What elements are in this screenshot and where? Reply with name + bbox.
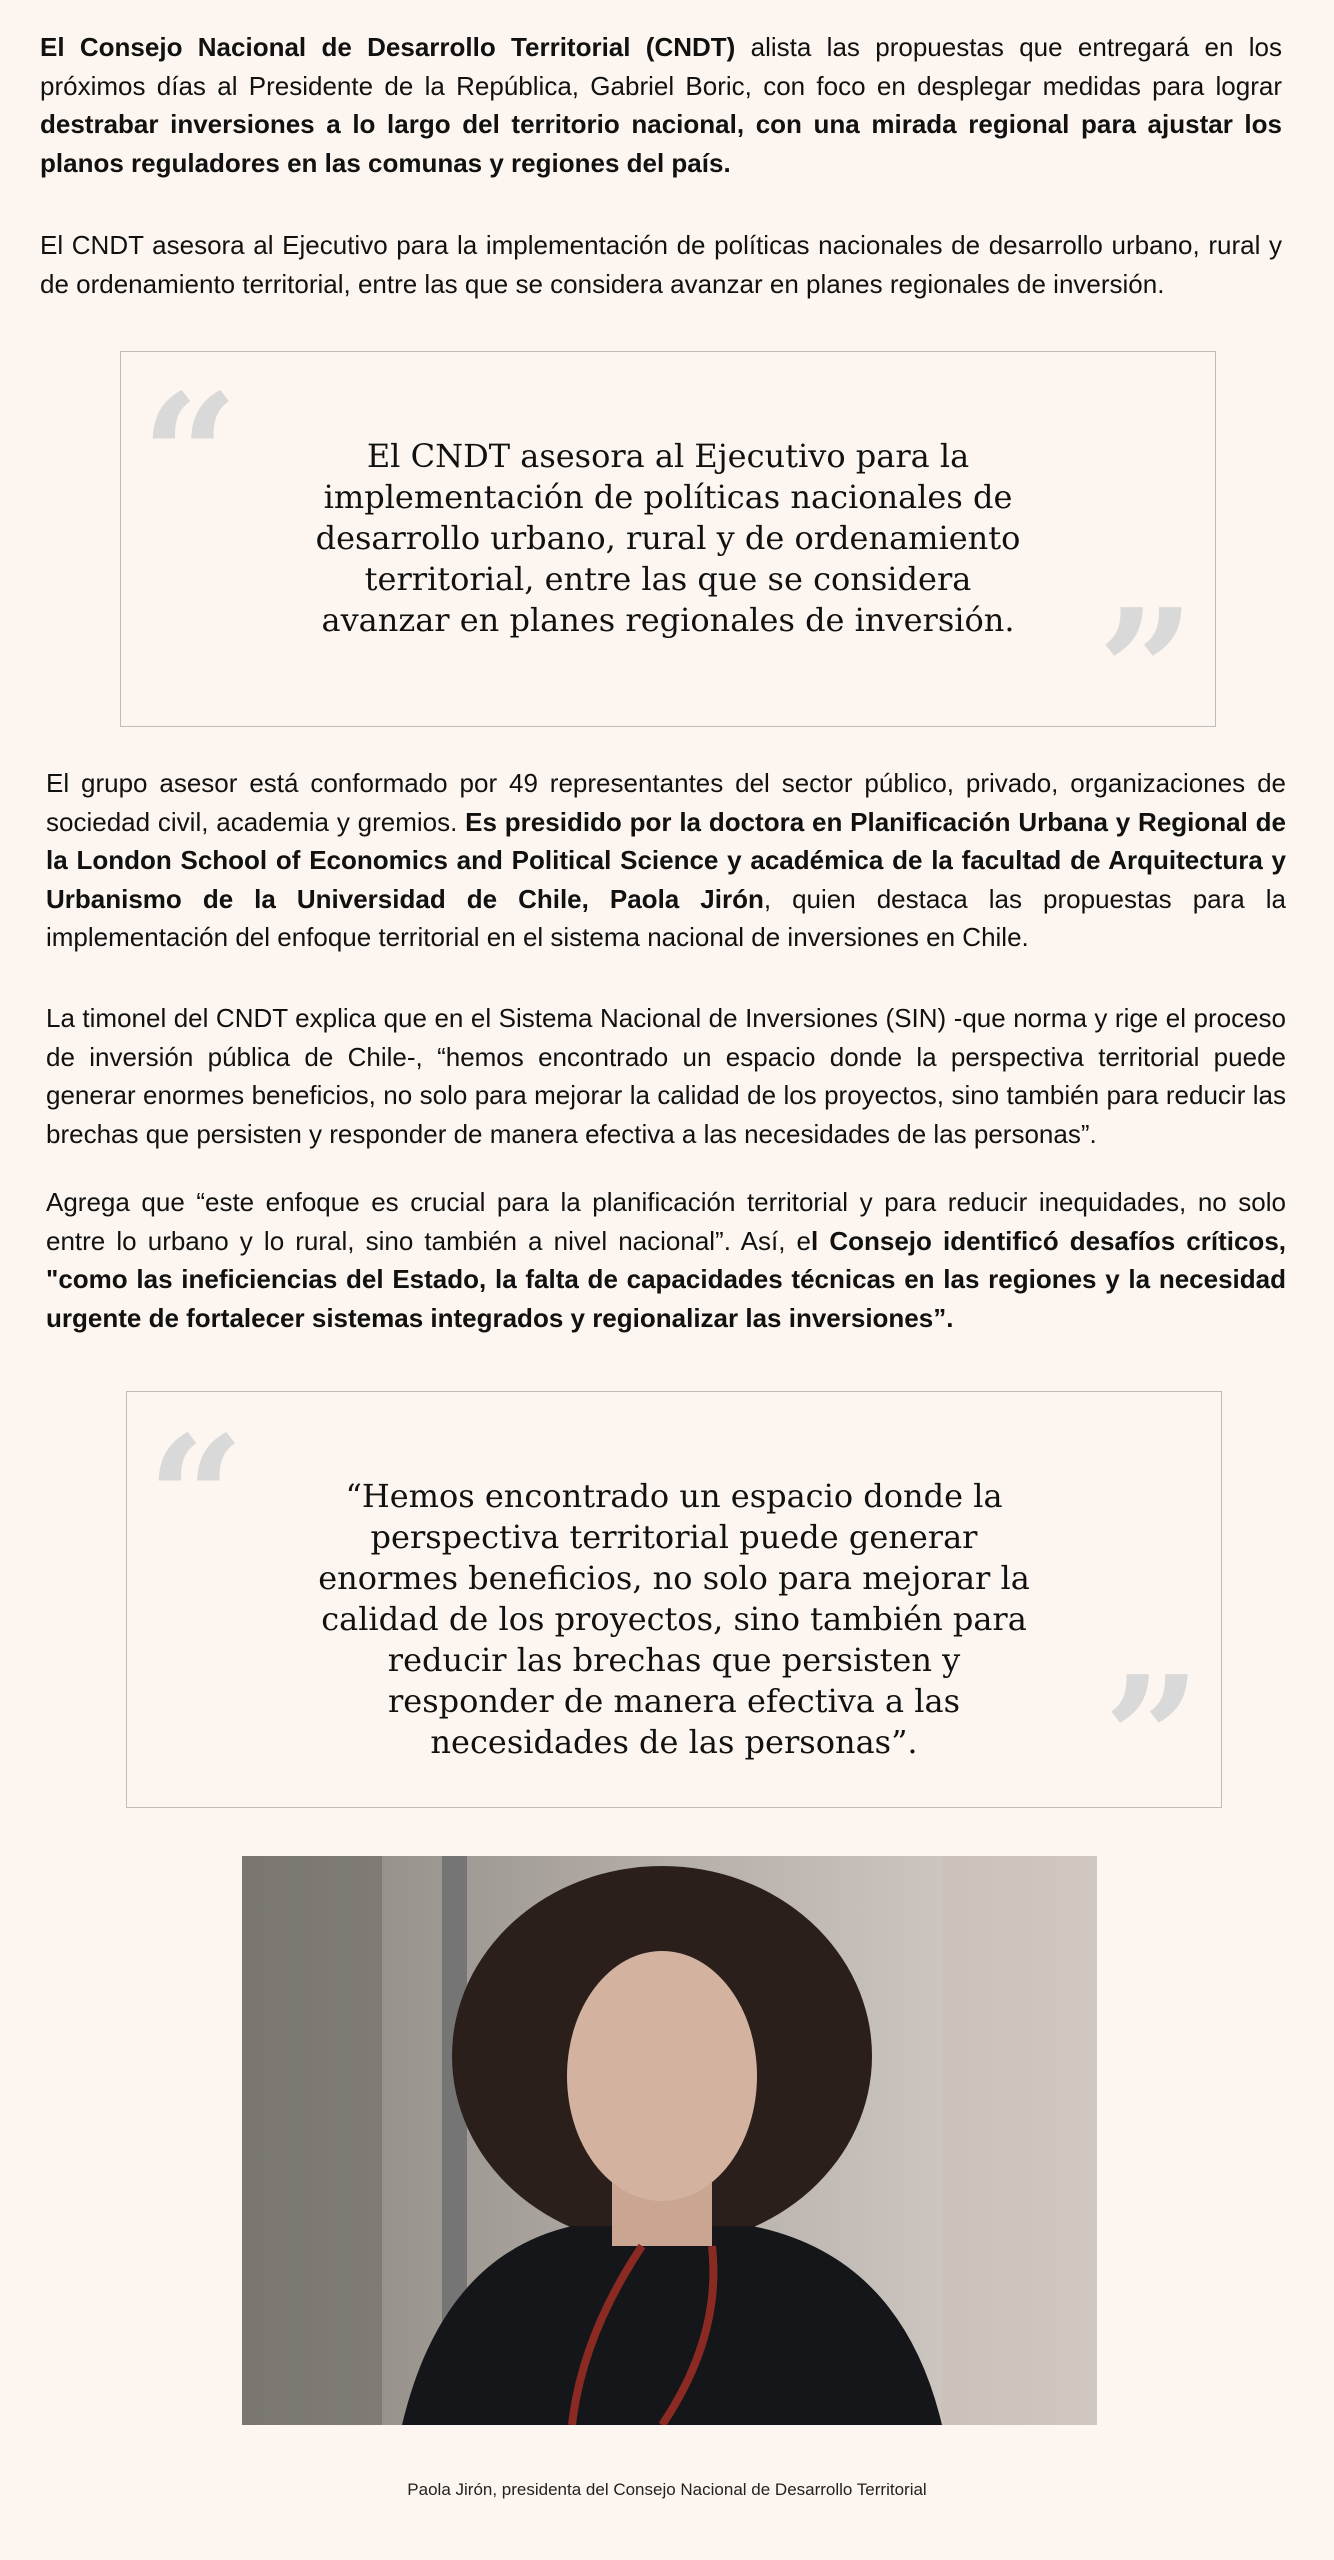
open-quote-icon: “ [141,357,239,557]
paragraph [46,999,1286,1153]
paragraph [46,1183,1286,1337]
bold-text: Es presidido por la doctora en Planificación Urbana y Regional de la London School of Economics and Political Science y académica de la facultad de Arquitectura y Urbanismo de la Universidad de Chile, Paola Jirón [46,806,1286,914]
quote-text: El CNDT asesora al Ejecutivo para la implementación de políticas nacionales de desarrollo urbano, rural y de ordenamiento territorial, entre las que se considera avanzar en planes regionales de inversión. [315,437,1021,639]
bold-text: l Consejo identificó desafíos críticos, "como las ineficiencias del Estado, la falta de capacidades técnicas en las regiones y la necesidad urgente de fortalecer sistemas integrados y regionalizar las inversiones”. [46,1225,1286,1333]
bold-text: El Consejo Nacional de Desarrollo Territorial (CNDT) [40,32,736,62]
pull-quote [120,351,1216,772]
paragraph [40,226,1282,303]
text: Agrega que “este enfoque es crucial para la planificación territorial y para reducir inequidades, no solo entre lo urbano y lo rural, sino también a nivel nacional”. Así, e [46,1187,1286,1256]
text: La timonel del CNDT explica que en el Sistema Nacional de Inversiones (SIN) -que norma y rige el proceso de inversión pública de Chile-, “hemos encontrado un espacio donde la perspectiva territorial puede generar enormes beneficios, no solo para mejorar la calidad de los proyectos, sino también para reducir las brechas que persisten y responder de manera efectiva a las necesidades de las personas”. [46,1003,1286,1149]
portrait-photo [242,1856,1097,2425]
paragraph [46,764,1286,957]
bold-text: destrabar inversiones a lo largo del territorio nacional, con una mirada regional para ajustar los planos reguladores en las comunas y regiones del país. [40,109,1282,178]
open-quote-icon: “ [147,1399,245,1599]
text: alista las propuestas que entregará en los próximos días al Presidente de la República, Gabriel Boric, con foco en desplegar medidas para lograr [40,32,1283,101]
close-quote-icon: ” [1103,1639,1201,1839]
photo-caption: Paola Jirón, presidenta del Consejo Nacional de Desarrollo Territorial [407,2480,927,2499]
pull-quote [126,1391,1222,1839]
text: , quien destaca las propuestas para la implementación del enfoque territorial en el sistema nacional de inversiones en Chile. [46,883,1286,952]
close-quote-icon: ” [1097,572,1195,772]
text: El grupo asesor está conformado por 49 representantes del sector público, privado, organizaciones de sociedad civil, academia y gremios. [46,768,1286,837]
quote-text: “Hemos encontrado un espacio donde la perspectiva territorial puede generar enormes beneficios, no solo para mejorar la calidad de los proyectos, sino también para reducir las brechas que persisten y responder de manera efectiva a las necesidades de las personas”. [318,1477,1030,1761]
text: El CNDT asesora al Ejecutivo para la implementación de políticas nacionales de desarrollo urbano, rural y de ordenamiento territorial, entre las que se considera avanzar en planes regionales de inversión. [40,230,1282,299]
intro-paragraph [40,28,1282,182]
